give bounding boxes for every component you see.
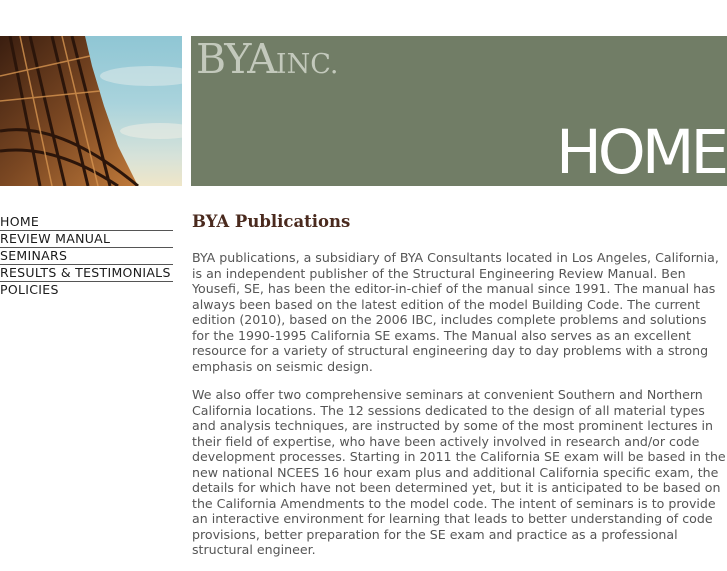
intro-paragraph: BYA publications, a subsidiary of BYA Consultants located in Los Angeles, California, is an independent publisher of the Structural Engineering Review Manual. Ben Yousefi, SE, has been the editor-in-chief of the manual since 1991. The manual has always been based on the latest edition of the model Building Code. The current edition (2010), based on the 2006 IBC, includes complete problems and solutions for the 1990-1995 California SE exams. The Manual also serves as an excellent resource for a variety of structural engineering day to day problems with a strong emphasis on seismic design. — [192, 250, 719, 374]
bridge-photo — [0, 36, 182, 186]
seminars-paragraph: We also offer two comprehensive seminars at convenient Southern and Northern California locations. The 12 sessions dedicated to the design of all material types and analysis techniques, are instructed by some of the most prominent lectures in their field of expertise, who have been actively involved in research and/or code development processes. Starting in 2011 the California SE exam will be based in the new national NCEES 16 hour exam plus and additional California specific exam, the details for which have not been determined yet, but it is anticipated to be based on the California Amendments to the model code. The intent of seminars is to provide an interactive environment for learning that leads to better understanding of code provisions, better preparation for the SE exam and practice as a professional structural engineer. — [192, 387, 726, 557]
nav-item-policies[interactable]: POLICIES — [0, 282, 59, 297]
main-navigation — [0, 214, 173, 298]
bridge-arch-image — [0, 36, 182, 186]
bya-inc-logo — [196, 36, 339, 83]
banner-page-title: HOME — [555, 117, 725, 186]
nav-item-seminars[interactable]: SEMINARS — [0, 248, 173, 265]
page-heading: BYA Publications — [192, 212, 351, 231]
main-content — [192, 211, 727, 571]
nav-item-results-testimonials[interactable]: RESULTS & TESTIMONIALS — [0, 265, 173, 282]
logo-main-text: BYA — [196, 36, 276, 83]
nav-item-home[interactable]: HOME — [0, 214, 173, 231]
logo-suffix-text: INC. — [275, 49, 339, 80]
nav-item-review-manual[interactable]: REVIEW MANUAL — [0, 231, 173, 248]
header-banner — [191, 36, 727, 186]
